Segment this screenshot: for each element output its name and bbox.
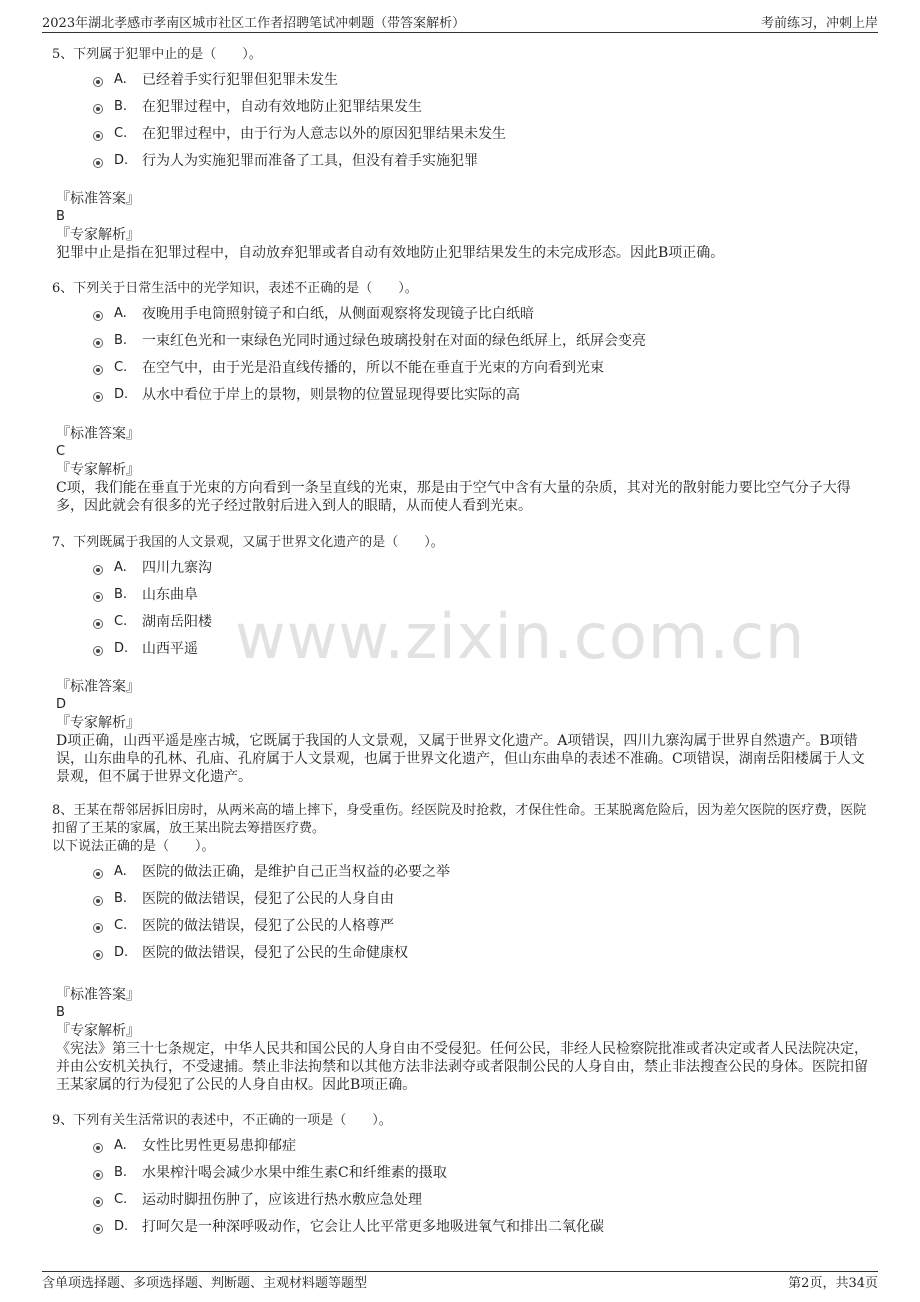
radio-icon[interactable] xyxy=(93,311,103,321)
question-stem: 5、下列属于犯罪中止的是（ ）。 xyxy=(52,47,262,62)
option-b[interactable]: B. 水果榨汁喝会减少水果中维生素C和纤维素的摄取 xyxy=(52,1163,872,1190)
page-number: 第2页，共34页 xyxy=(788,1276,878,1291)
option-b[interactable]: B. 山东曲阜 xyxy=(52,585,872,612)
question-stem: 8、王某在帮邻居拆旧房时，从两米高的墙上摔下，身受重伤。经医院及时抢救，才保住性命。王某脱离危险后，因为差欠医院的医疗费，医院扣留了王某的家属，放王某出院去筹措医疗费。 xyxy=(52,803,867,836)
option-a[interactable]: A. 夜晚用手电筒照射镜子和白纸，从侧面观察将发现镜子比白纸暗 xyxy=(52,304,872,331)
option-b[interactable]: B. 在犯罪过程中，自动有效地防止犯罪结果发生 xyxy=(52,97,872,124)
question-7 xyxy=(52,534,872,666)
option-c[interactable]: C. 在空气中，由于光是沿直线传播的，所以不能在垂直于光束的方向看到光束 xyxy=(52,358,872,385)
question-6 xyxy=(52,280,872,412)
watermark: www.zixin.com.cn xyxy=(235,600,806,673)
radio-icon[interactable] xyxy=(93,950,103,960)
answer-block-6 xyxy=(56,425,876,515)
radio-icon[interactable] xyxy=(93,77,103,87)
radio-icon[interactable] xyxy=(93,619,103,629)
question-stem: 7、下列既属于我国的人文景观，又属于世界文化遗产的是（ ）。 xyxy=(52,535,444,550)
question-stem-prompt: 以下说法正确的是（ ）。 xyxy=(52,839,215,854)
answer-label: 『标准答案』 xyxy=(56,191,140,207)
question-9 xyxy=(52,1112,872,1244)
radio-icon[interactable] xyxy=(93,923,103,933)
explanation-label: 『专家解析』 xyxy=(56,462,140,478)
explanation-label: 『专家解析』 xyxy=(56,1023,140,1039)
page-header xyxy=(42,10,878,33)
answer-block-7 xyxy=(56,678,876,786)
document-title: 2023年湖北孝感市孝南区城市社区工作者招聘笔试冲刺题（带答案解析） xyxy=(42,16,466,31)
radio-icon[interactable] xyxy=(93,365,103,375)
header-tagline: 考前练习，冲刺上岸 xyxy=(760,16,878,31)
radio-icon[interactable] xyxy=(93,565,103,575)
option-d[interactable]: D. 打呵欠是一种深呼吸动作，它会让人比平常更多地吸进氧气和排出二氧化碳 xyxy=(52,1217,872,1244)
radio-icon[interactable] xyxy=(93,646,103,656)
explanation-text: 犯罪中止是指在犯罪过程中，自动放弃犯罪或者自动有效地防止犯罪结果发生的未完成形态。因此B项正确。 xyxy=(56,245,725,261)
radio-icon[interactable] xyxy=(93,131,103,141)
radio-icon[interactable] xyxy=(93,1197,103,1207)
option-a[interactable]: A. 女性比男性更易患抑郁症 xyxy=(52,1136,872,1163)
question-stem: 9、下列有关生活常识的表述中，不正确的一项是（ ）。 xyxy=(52,1113,392,1128)
option-c[interactable]: C. 医院的做法错误，侵犯了公民的人格尊严 xyxy=(52,916,872,943)
option-a[interactable]: A. 医院的做法正确，是维护自己正当权益的必要之举 xyxy=(52,862,872,889)
answer-label: 『标准答案』 xyxy=(56,426,140,442)
option-d[interactable]: D. 从水中看位于岸上的景物，则景物的位置显现得要比实际的高 xyxy=(52,385,872,412)
option-c[interactable]: C. 湖南岳阳楼 xyxy=(52,612,872,639)
answer-value: B xyxy=(56,209,65,224)
radio-icon[interactable] xyxy=(93,158,103,168)
radio-icon[interactable] xyxy=(93,392,103,402)
radio-icon[interactable] xyxy=(93,104,103,114)
option-d[interactable]: D. 行为人为实施犯罪而准备了工具，但没有着手实施犯罪 xyxy=(52,151,872,178)
radio-icon[interactable] xyxy=(93,1170,103,1180)
explanation-text: C项，我们能在垂直于光束的方向看到一条呈直线的光束，那是由于空气中含有大量的杂质，其对光的散射能力要比空气分子大得多，因此就会有很多的光子经过散射后进入到人的眼睛，从而使人看到光束。 xyxy=(56,480,851,514)
option-a[interactable]: A. 四川九寨沟 xyxy=(52,558,872,585)
option-c[interactable]: C. 在犯罪过程中，由于行为人意志以外的原因犯罪结果未发生 xyxy=(52,124,872,151)
answer-value: D xyxy=(56,697,67,712)
explanation-text: 《宪法》第三十七条规定，中华人民共和国公民的人身自由不受侵犯。任何公民，非经人民检察院批准或者决定或者人民法院决定，并由公安机关执行，不受逮捕。禁止非法拘禁和以其他方法非法剥夺或者限制公民的人身自由，禁止非法搜查公民的身体。医院扣留王某家属的行为侵犯了公民的人身自由权。因此B项正确。 xyxy=(56,1041,868,1093)
radio-icon[interactable] xyxy=(93,338,103,348)
option-b[interactable]: B. 医院的做法错误，侵犯了公民的人身自由 xyxy=(52,889,872,916)
explanation-label: 『专家解析』 xyxy=(56,227,140,243)
question-stem: 6、下列关于日常生活中的光学知识，表述不正确的是（ ）。 xyxy=(52,281,418,296)
radio-icon[interactable] xyxy=(93,1143,103,1153)
footer-note: 含单项选择题、多项选择题、判断题、主观材料题等题型 xyxy=(42,1276,368,1291)
explanation-label: 『专家解析』 xyxy=(56,715,140,731)
option-c[interactable]: C. 运动时脚扭伤肿了，应该进行热水敷应急处理 xyxy=(52,1190,872,1217)
option-d[interactable]: D. 医院的做法错误，侵犯了公民的生命健康权 xyxy=(52,943,872,970)
answer-block-5 xyxy=(56,190,876,262)
page-footer xyxy=(42,1271,878,1291)
explanation-text: D项正确，山西平遥是座古城，它既属于我国的人文景观，又属于世界文化遗产。A项错误，四川九寨沟属于世界自然遗产。B项错误，山东曲阜的孔林、孔庙、孔府属于人文景观，也属于世界文化遗产，但山东曲阜的表述不准确。C项错误，湖南岳阳楼属于人文景观，但不属于世界文化遗产。 xyxy=(56,733,865,785)
option-d[interactable]: D. 山西平遥 xyxy=(52,639,872,666)
answer-value: C xyxy=(56,444,66,459)
answer-label: 『标准答案』 xyxy=(56,679,140,695)
question-5 xyxy=(52,46,872,178)
answer-value: B xyxy=(56,1005,65,1020)
answer-block-8 xyxy=(56,986,876,1094)
option-b[interactable]: B. 一束红色光和一束绿色光同时通过绿色玻璃投射在对面的绿色纸屏上，纸屏会变亮 xyxy=(52,331,872,358)
answer-label: 『标准答案』 xyxy=(56,987,140,1003)
radio-icon[interactable] xyxy=(93,869,103,879)
question-8 xyxy=(52,802,872,970)
radio-icon[interactable] xyxy=(93,1224,103,1234)
radio-icon[interactable] xyxy=(93,896,103,906)
radio-icon[interactable] xyxy=(93,592,103,602)
option-a[interactable]: A. 已经着手实行犯罪但犯罪未发生 xyxy=(52,70,872,97)
